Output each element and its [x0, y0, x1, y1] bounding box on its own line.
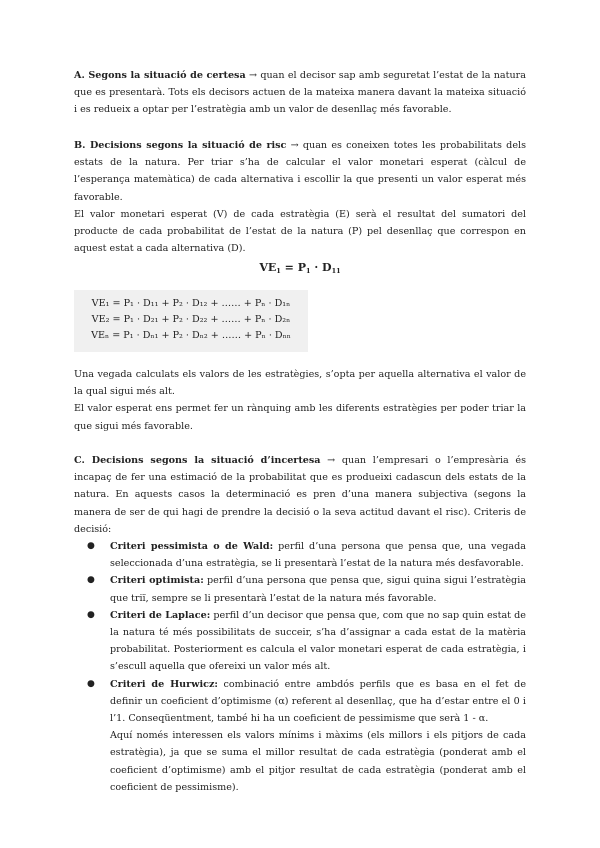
criterion-title: Criteri optimista: [110, 575, 204, 587]
section-c [74, 452, 526, 796]
criterion-extra-text: Aquí només interessen els valors mínims i màxims (els millors i els pitjors de cada estratègia), ja que se suma el millor resultat de cada estratègia (ponderat amb el coeficient d’optimisme) amb el pitjor resultat de cada estratègia (ponderat amb el coeficient de pessimisme). [110, 730, 526, 793]
section-b [74, 137, 526, 257]
section-b-paragraph [74, 137, 526, 206]
section-a-heading: A. Segons la situació de certesa [74, 70, 246, 81]
section-b-definition: El valor monetari esperat (V) de cada estratègia (E) serà el resultat del sumatori del producte de cada probabilitat de l’estat de la natura (P) pel desenllaç que correspon en aquest estat a cada alternativa (D). [74, 208, 526, 255]
section-b-after-1: Una vegada calculats els valors de les estratègies, s’opta per aquella alternativa el valor de la qual sigui més alt. [74, 369, 526, 398]
formula-d-sub: 11 [331, 267, 341, 275]
bullet-icon: ● [87, 541, 95, 552]
list-item [74, 538, 526, 572]
criterion-title: Criteri de Laplace: [110, 609, 211, 621]
section-b-conclusion [74, 366, 526, 435]
formula-line-3: VEₙ = P₁ · Dₙ₁ + P₂ · Dₙ₂ + …… + Pₙ · Dₙₙ [91, 330, 291, 341]
section-c-body: → quan l’empresari o l’empresària és incapaç de fer una estimació de la probabilitat que es produeixi cadascun dels estats de la natura. En aquests casos la determinació es pren d’una manera subjectiva (segons la manera de ser de qui hagi de prendre la decisió o la seva actitud davant el risc). Criteris de decisió: [74, 455, 527, 535]
formula-eq: = [280, 261, 298, 274]
criteria-list [74, 538, 526, 796]
formula-line-1: VE₁ = P₁ · D₁₁ + P₂ · D₁₂ + …… + Pₙ · D₁ₙ [91, 298, 291, 309]
formula-d: D [322, 261, 332, 274]
formula-line-2: VE₂ = P₁ · D₂₁ + P₂ · D₂₂ + …… + Pₙ · D₂ₙ [91, 314, 291, 325]
bullet-icon: ● [87, 609, 95, 620]
formula-ve: VE [259, 261, 277, 274]
section-b-after-2: El valor esperat ens permet fer un rànquing amb les diferents estratègies per poder triar la que sigui més favorable. [74, 403, 526, 432]
bullet-icon: ● [87, 678, 95, 689]
formula-box [74, 290, 308, 352]
section-b-heading: B. Decisions segons la situació de risc [74, 140, 287, 151]
formula-dot: · [310, 261, 323, 274]
formula-p: P [297, 261, 306, 274]
bullet-icon: ● [87, 575, 95, 586]
formula-ve-sub: 1 [276, 267, 281, 275]
section-c-paragraph [74, 452, 526, 538]
criterion-text: perfil d’una persona que pensa que, sigui quina sigui l’estratègia que triï, sempre se li presentarà l’estat de la natura més favorable. [110, 575, 526, 604]
section-a-paragraph [74, 67, 526, 119]
criterion-text: perfil d’una persona que pensa que, una vegada seleccionada d’una estratègia, se li presentarà l’estat de la natura més desfavorable. [110, 541, 526, 570]
criterion-title: Criteri pessimista o de Wald: [110, 541, 274, 553]
formula-p-sub: 1 [306, 267, 311, 275]
section-b-body: → quan es coneixen totes les probabilitats dels estats de la natura. Per triar s’ha de calcular el valor monetari esperat (càlcul de l’esperança matemàtica) de cada alternativa i escollir la que presenti un valor esperat més favorable. [74, 140, 526, 203]
list-item [74, 572, 526, 606]
list-item [74, 607, 526, 676]
list-item [74, 676, 526, 796]
section-a-body: → quan el decisor sap amb seguretat l’estat de la natura que es presentarà. Tots els decisors actuen de la mateixa manera davant la mateixa situació i es redueix a optar per l’estratègia amb un valor de desenllaç més favorable. [74, 70, 526, 116]
criterion-text: combinació entre ambdós perfils que es basa en el fet de definir un coeficient d’optimisme (α) referent al desenllaç, que ha d’estar entre el 0 i l’1. Conseqüentment, també hi ha un coeficient de pessimisme que serà 1 - α. [110, 678, 526, 725]
criterion-text: perfil d’un decisor que pensa que, com que no sap quin estat de la natura té més possibilitats de succeir, s’ha d’assignar a cada estat de la matèria probabilitat. Posteriorment es calcula el valor monetari esperat de cada estratègia, i s’escull aquella que ofereixi un valor més alt. [110, 609, 526, 673]
section-c-heading: C. Decisions segons la situació d’incertesa [74, 455, 321, 466]
section-a [74, 67, 526, 119]
main-formula [0, 261, 600, 274]
criterion-title: Criteri de Hurwicz: [110, 678, 218, 690]
